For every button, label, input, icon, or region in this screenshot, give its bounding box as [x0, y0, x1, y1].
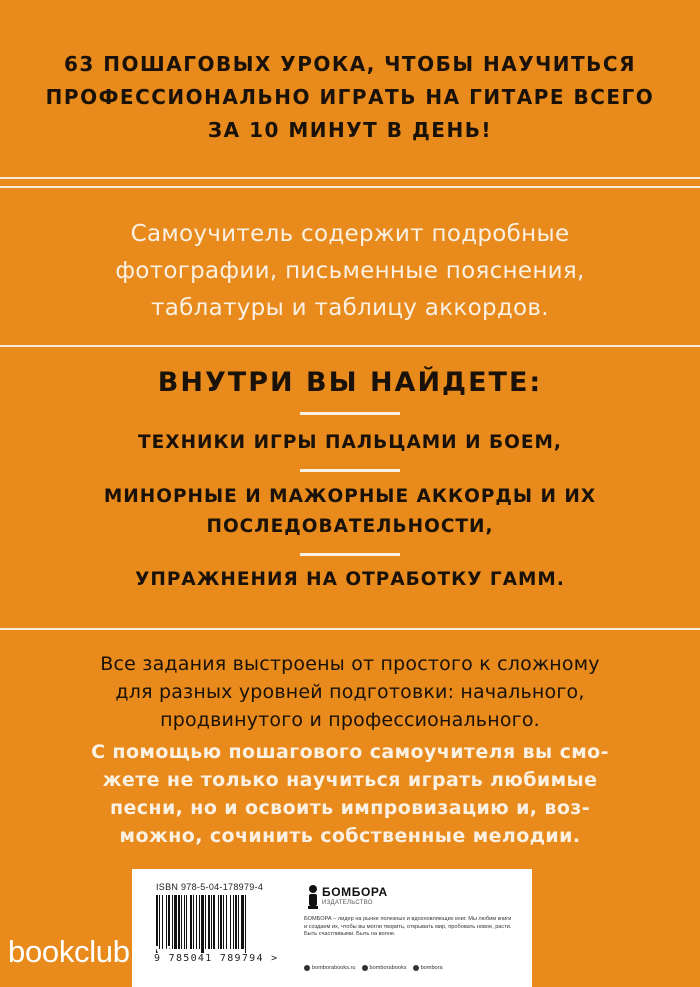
levels-line: продвинутого и профессионального.: [160, 709, 540, 731]
headline-line: ЗА 10 МИНУТ В ДЕНЬ!: [207, 118, 493, 142]
barcode-bar: [190, 895, 192, 949]
inside-item: ТЕХНИКИ ИГРЫ ПАЛЬЦАМИ И БОЕМ,: [138, 432, 562, 453]
barcode-bar: [181, 895, 182, 949]
inside-title: ВНУТРИ ВЫ НАЙДЕТЕ:: [157, 367, 543, 398]
barcode-bar: [226, 895, 227, 949]
social-links: [304, 965, 524, 971]
barcode-bar: [245, 895, 246, 953]
intro-line: таблатуры и таблицу аккордов.: [151, 295, 549, 321]
barcode-bar: [178, 895, 180, 949]
social-vk: bomborabooks: [362, 965, 407, 971]
inside-item: УПРАЖНЕНИЯ НА ОТРАБОТКУ ГАММ.: [135, 569, 565, 590]
short-divider: [300, 469, 400, 472]
barcode-bar: [172, 895, 173, 949]
barcode-bar: [218, 895, 219, 949]
barcode-bar: [196, 895, 197, 949]
intro-line: фотографии, письменные пояснения,: [115, 258, 585, 284]
outro-line: песни, но и освоить импровизацию и, воз-: [109, 797, 591, 819]
barcode-bar: [238, 895, 239, 949]
headline-line: ПРОФЕССИОНАЛЬНО ИГРАТЬ НА ГИТАРЕ ВСЕГО: [45, 85, 655, 109]
divider: [0, 628, 700, 630]
isbn-label: ISBN 978-5-04-178979-4: [156, 882, 264, 892]
barcode-bar: [186, 895, 187, 949]
watermark: bookclub.by: [8, 934, 171, 969]
barcode-bar: [193, 895, 194, 949]
barcode-bar: [213, 895, 215, 949]
inside-item: [40, 482, 660, 542]
barcode-bar: [233, 895, 234, 949]
barcode-bar: [211, 895, 212, 949]
globe-icon: [304, 965, 310, 971]
short-divider: [300, 412, 400, 415]
barcode-bar: [241, 895, 244, 949]
divider: [0, 345, 700, 347]
inside-item-line: ПОСЛЕДОВАТЕЛЬНОСТИ,: [206, 516, 494, 537]
barcode-bar: [174, 895, 177, 949]
barcode-bar: [230, 895, 231, 949]
barcode-bar: [223, 895, 224, 949]
barcode-bar: [205, 895, 206, 949]
levels-paragraph: [40, 650, 660, 734]
headline-line: 63 ПОШАГОВЫХ УРОКА, ЧТОБЫ НАУЧИТЬСЯ: [63, 52, 637, 76]
barcode-bar: [184, 895, 185, 949]
barcode-bar: [220, 895, 222, 949]
barcode-panel: [132, 869, 532, 987]
inside-item-line: МИНОРНЫЕ И МАЖОРНЫЕ АККОРДЫ И ИХ: [103, 486, 597, 507]
levels-line: для разных уровней подготовки: начального,: [115, 681, 585, 703]
publisher-sub: ИЗДАТЕЛЬСТВО: [322, 900, 373, 906]
divider: [0, 177, 700, 179]
barcode-digits: 9 785041 789794 >: [154, 953, 279, 964]
barcode-bar: [199, 895, 200, 949]
social-telegram: bombora: [413, 965, 443, 971]
headline: [40, 48, 660, 147]
barcode: [154, 895, 310, 953]
barcode-bar: [208, 895, 210, 949]
barcode-bar: [201, 895, 204, 953]
outro-line: С помощью пошагового самоучителя вы смо-: [91, 741, 609, 763]
outro-line: жете не только научиться играть любимые: [102, 769, 598, 791]
levels-line: Все задания выстроены от простого к сложному: [100, 653, 600, 675]
intro-line: Самоучитель содержит подробные: [130, 221, 570, 247]
vk-icon: [362, 965, 368, 971]
social-site: bomborabooks.ru: [304, 965, 356, 971]
divider: [0, 186, 700, 188]
intro-paragraph: [40, 216, 660, 327]
barcode-bar: [235, 895, 237, 949]
outro-paragraph: [40, 738, 660, 850]
short-divider: [300, 553, 400, 556]
telegram-icon: [413, 965, 419, 971]
publisher-blurb: БОМБОРА – лидер на рынке полезных и вдохновляющих книг. Мы любим книги и создаем их, чтобы вы могли творить, открывать мир, пробовать новое, расти. Быть счастливыми. Быть на волне.: [304, 916, 512, 938]
publisher-name: БОМБОРА: [322, 885, 388, 899]
bombora-logo-icon: [306, 883, 320, 911]
outro-line: можно, сочинить собственные мелодии.: [119, 825, 581, 847]
